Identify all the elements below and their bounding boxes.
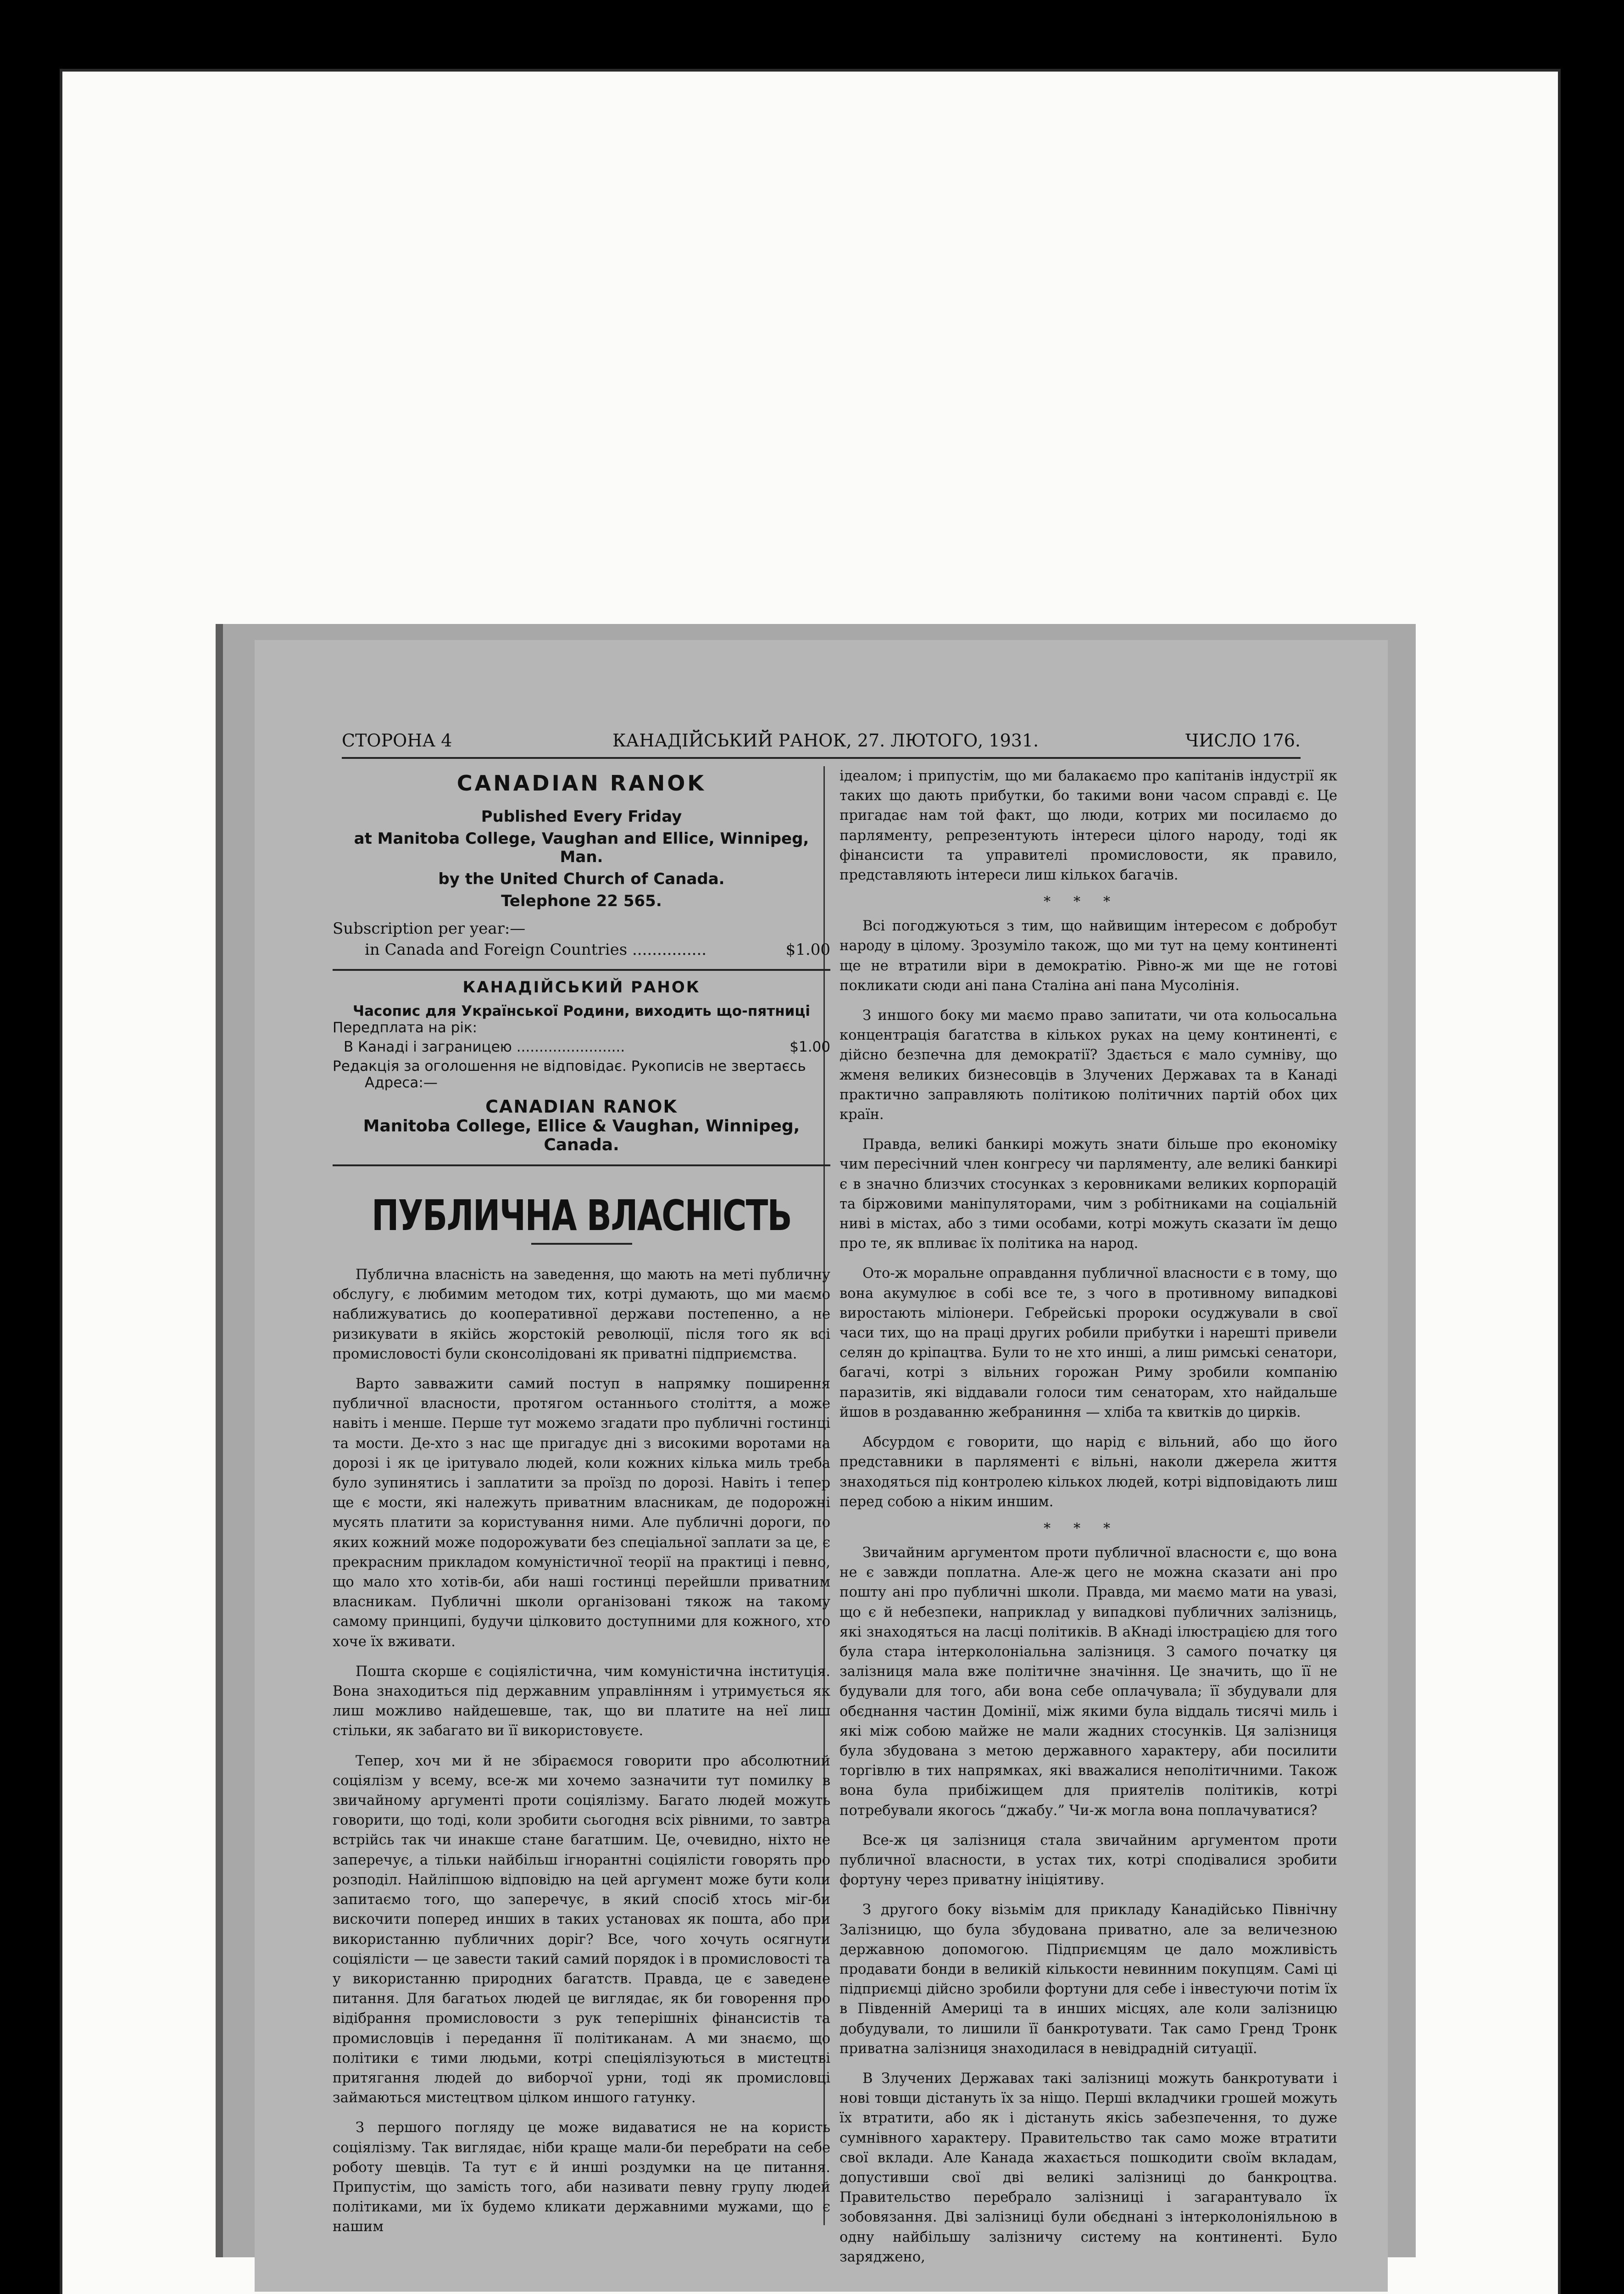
article-paragraph: ідеалом; і припустім, що ми балакаємо про капітанів індустрії як таких що дають прибутки, бо такими вони часом справді є. Це пригадає нам той факт, що люди, котрих ми посилаємо до парляменту, репрезентують інтереси цілого народу, тоді як фінансисти та управителі промисловости, як правило, представляють інтереси лиш кількох багачів. xyxy=(840,768,1337,884)
uk-price: $1.00 xyxy=(790,1039,830,1055)
article-paragraph: З иншого боку ми маємо право запитати, чи ота кольосальна концентрація багатства в кількох руках на цему континенті, є дійсно безпечна для демократії? Здається є мало сумніву, що жменя великих бизнесовців в Злучених Державах та в Канаді практично заправляють політикою політичних партій обох цих країн. xyxy=(840,1008,1337,1123)
masthead-rule xyxy=(333,969,830,971)
article-paragraph: В Злучених Державах такі залізниці можуть банкротувати і нові товщи дістануть їх за ніщо. Перші вкладчики грошей можуть їх втратити, або як і дістануть якісь забезпечення, то дуже сумнівного характеру. Правительство так само може втратити свої вклади. Але Канада жахається пошкодити своїм вкладам, допустивши свої дві великі залізниці до банкроцтва. Правительство перебрало залізниці і загарантувало їх зобовязання. Дві залізниці були обєднані з інтерколоніяльною в одну найбільшу залізничу систему на континенті. Було заряджено, xyxy=(840,2070,1337,2265)
headline-top-rule xyxy=(333,1164,830,1166)
english-masthead xyxy=(333,771,830,910)
uk-address-name: CANADIAN RANOK xyxy=(485,1097,678,1117)
subscription-label: Subscription per year:— xyxy=(333,919,526,938)
article-paragraph: Публична власність на заведення, що мають на меті публичну обслугу, є любимим методом тих, котрі думають, що ми маємо наближуватись до кооперативної держави постепенно, а не ризикувати в якійсь жорстокій революції, після того як всі промисловості були сконсолідовані як приватні підприємства. xyxy=(333,1267,830,1362)
article-paragraph: Ото-ж моральне оправдання публичної власности є в тому, що вона акумулює в собі все те, з чого в противному випадкові виростають міліонери. Гебрейські пророки осуджували в свої часи тих, що на праці других робили прибутки і нарешті привели селян до кріпацтва. Були то не хто инші, а лиш римські сенатори, багачі, котрі з вільних горожан Риму зробили компанію паразитів, які віддавали голоси тим сенаторам, хто найдальше йшов в роздаванню жебраниння — хліба та квитків до цирків. xyxy=(840,1265,1337,1420)
running-header xyxy=(342,729,1301,759)
uk-note: Редакція за оголошення не відповідає. Рукописів не звертаєсь xyxy=(333,1058,806,1075)
subscription-where: in Canada and Foreign Countries ............... xyxy=(365,941,707,959)
article-body-right xyxy=(840,766,1337,2267)
uk-address-full: Manitoba College, Ellice & Vaughan, Winnipeg, Canada. xyxy=(363,1117,800,1154)
uk-masthead-name: КАНАДІЙСЬКИЙ РАНОК xyxy=(462,978,701,997)
article-paragraph: Звичайним аргументом проти публичної власности є, що вона не є завжди поплатна. Але-ж цего не можна сказати ані про пошту ані про публичні школи. Правда, ми маємо мати на увазі, що є й небезпеки, наприклад у випадкові публичних залізниць, які знаходяться на ласці політиків. В аКнаді ілюстрацією для того була стара інтерколоніальна залізниця. З самого початку ця залізниця мала вже політичне значіння. Це значить, що її не будували для того, аби вона себе оплачувала; її збудували для обєднання частин Домінії, між якими була віддаль тисячі миль і які між собою майже не мали жадних стосунків. Ця залізниця була збудована з метою державного характеру, аби посилити торгівлю в тих напрямках, які вважалися неполітичними. Також вона була прибіжищем для приятелів політиків, котрі потребували якогось “джабу.” Чи-ж могла вона поплачуватися? xyxy=(840,1544,1337,1819)
uk-address xyxy=(333,1097,830,1154)
subscription-row xyxy=(333,941,830,959)
section-separator: *** xyxy=(1044,894,1133,910)
right-column xyxy=(840,766,1337,2277)
uk-address-label: Адреса:— xyxy=(365,1075,438,1091)
article-paragraph: Правда, великі банкирі можуть знати більше про економіку чим пересічний член конгресу чи парляменту, але великі банкирі є в значно близчих стосунках з керовниками великих корпорацій та біржовими маніпуляторами, чим з робітниками на соціальній ниві в містах, або з тими особами, котрі можуть сказати їм дещо про те, як впливає їх політика на народ. xyxy=(840,1136,1337,1252)
newspaper-page xyxy=(255,640,1388,2292)
article-paragraph: З першого погляду це може видаватися не на користь соціялізму. Так виглядає, ніби краще мали-би перебрати на себе роботу шевців. Та тут є й инші роздумки на це питання. Припустім, що замість того, аби називати певну групу людей політиками, ми їх будемо кликати державними мужами, що є нашим xyxy=(333,2120,830,2235)
uk-where: В Канаді і заграницею ........................ xyxy=(344,1039,625,1055)
section-separator: *** xyxy=(1044,1520,1133,1537)
article-paragraph: Все-ж ця залізниця стала звичайним аргументом проти публичної власности, в устах тих, котрі сподівалися зробити фортуну через приватну ініціятиву. xyxy=(840,1832,1337,1888)
paper-title-date: КАНАДІЙСЬКИЙ РАНОК, 27. ЛЮТОГО, 1931. xyxy=(612,730,1039,751)
masthead-address-2: by the United Church of Canada. xyxy=(438,870,725,888)
article-headline: ПУБЛИЧНА ВЛАСНІСТЬ xyxy=(371,1191,792,1240)
masthead-published: Published Every Friday xyxy=(481,807,682,826)
uk-prepay: Передплата на рік: xyxy=(333,1019,478,1036)
article-paragraph: Абсурдом є говорити, що нарід є вільний, або що його представники в парляменті є вільні, наколи джерела життя знаходяться під контролею кількох людей, котрі відповідають лиш перед собою а ніким иншим. xyxy=(840,1434,1337,1510)
headline-underline xyxy=(531,1243,632,1245)
masthead-telephone: Telephone 22 565. xyxy=(501,892,662,910)
article-paragraph: Тепер, хоч ми й не збіраємося говорити про абсолютний соціялізм у всему, все-ж ми хочемо зазначити тут помилку в звичайному аргументі проти соціялізму. Багато людей можуть говорити, що тоді, коли зробити сьогодня всіх рівними, то завтра встрійсь так чи инакше стане багатшим. Це, очевидно, ніхто не заперечує, а тільки найбільш ігнорантні соціялісти говорять про розподіл. Найліпшою відповідю на цей аргумент може бути коли запитаємо того, що заперечує, в який спосіб хтось міг-би вискочити поперед инших в таких установах як пошта, або при використанню публичних доріг? Все, чого хочуть осягнути соціялісти — це завести такий самий порядок і в промисловості та у використанню природних багатств. Правда, це є заведене питання. Для багатьох людей це виглядає, як би говорення про відібрання промисловости з рук теперішніх фінансистів та промисловців і передання її політиканам. А ми знаємо, що політики є тими людьми, котрі спеціялізуються в мистецтві притягання людей до виборчої урни, тоді як промисловці займаються мистецтвом цілком иншого гатунку. xyxy=(333,1753,830,2106)
article-paragraph: З другого боку візьмім для прикладу Канадійсько Північну Залізницю, що була збудована приватно, але за величезною державною допомогою. Підприємцям це дало можливість продавати бонди в великій кількости невинним покупцям. Самі ці підприємці дійсно зробили фортуни для себе і інвестуючи потім їх в Південній Америці та в инших місцях, але коли залізницю добудували, то лишили її банкротувати. Так само Гренд Тронк приватна залізниця знаходилася в невідрадній ситуації. xyxy=(840,1902,1337,2057)
subscription-block xyxy=(333,919,830,959)
ukrainian-masthead xyxy=(333,978,830,1154)
article-body-left xyxy=(333,1265,830,2237)
issue-number: ЧИСЛО 176. xyxy=(1185,730,1301,751)
masthead-name: CANADIAN RANOK xyxy=(456,771,706,796)
subscription-price: $1.00 xyxy=(785,941,830,959)
masthead-address-1: at Manitoba College, Vaughan and Ellice, Winnipeg, Man. xyxy=(354,830,809,866)
article-paragraph: Пошта скорше є соціялістична, чим комуністична інституція. Вона знаходиться під державним управлінням і утримується як лиш можливо найдешевше, так, що ви платите на неї лиш стільки, як забагато ви її використовуєте. xyxy=(333,1663,830,1739)
article-paragraph: Всі погоджуються з тим, що найвищим інтересом є добробут народу в цілому. Зрозуміло також, що ми тут на цему континенті ще не втратили віри в демократію. Рівно-ж ми ще не готові покликати сюди ані пана Сталіна ані пана Мусолінія. xyxy=(840,918,1337,994)
left-column xyxy=(333,766,830,2247)
uk-tagline: Часопис для Української Родини, виходить що-пятниці xyxy=(353,1003,810,1019)
article-paragraph: Варто завважити самий поступ в напрямку поширення публичної власности, протягом останнього століття, а може навіть і менше. Перше тут можемо згадати про публичні гостинці та мости. Де-хто з нас ще пригадує дні з високими воротами на дорозі і як це іритувало людей, коли кожних кілька миль треба було зупинятись і заплатити за проїзд по дорозі. Навіть і тепер ще є мости, які належуть приватним власникам, де подорожні мусять платити за користування ними. Але публичні дороги, по яких кожний може подорожувати без спеціальної заплати за це, є прекрасним прикладом комуністичної теорії на практиці і певно, що мало хто хотів-би, аби наші гостинці перейшли приватним власникам. Публичні школи організовані тякож на такому самому принципі, будучи цілковито доступними для кожного, хто хоче їх вживати. xyxy=(333,1376,830,1650)
page-number: СТОРОНА 4 xyxy=(342,730,452,751)
uk-price-row xyxy=(333,1039,830,1055)
